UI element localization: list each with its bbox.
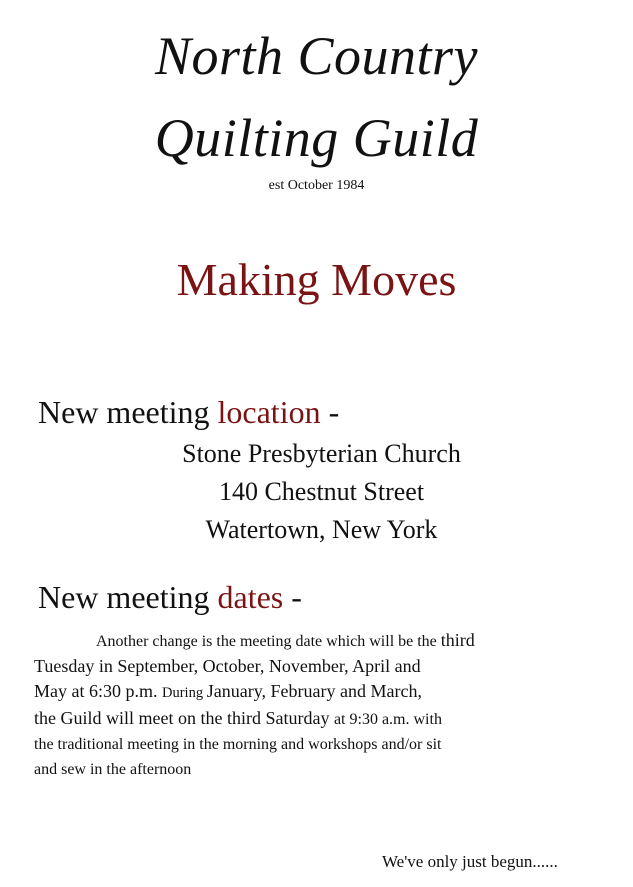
dates-heading-suffix: -: [283, 579, 302, 615]
guild-title-line-1: North Country: [154, 26, 479, 86]
address-line-street: 140 Chestnut Street: [218, 477, 425, 506]
paragraph-line-4a: the Guild will meet on the third Saturday: [34, 708, 334, 728]
headline: Making Moves: [176, 254, 457, 305]
established-date: est October 1984: [268, 178, 365, 193]
meeting-address: [0, 435, 633, 549]
paragraph-line-3: [34, 679, 614, 706]
closing-line: We've only just begun......: [382, 852, 558, 871]
location-heading: [38, 393, 339, 431]
paragraph-line-3b: During: [162, 685, 207, 701]
guild-title-line-2: Quilting Guild: [154, 108, 479, 168]
dates-paragraph: [34, 628, 614, 782]
paragraph-line-4: [34, 706, 614, 732]
paragraph-line-3c: January, February and March,: [206, 681, 422, 701]
paragraph-line-5: the traditional meeting in the morning and workshops and/or sit: [34, 736, 442, 753]
paragraph-line-1a: Another change is the meeting date which will be the: [96, 633, 441, 650]
paragraph-line-6: and sew in the afternoon: [34, 761, 192, 778]
dates-heading-accent: dates: [217, 579, 284, 615]
paragraph-line-4b: at 9:30 a.m. with: [333, 711, 442, 728]
dates-heading: [38, 578, 302, 616]
paragraph-line-2: Tuesday in September, October, November, April and: [34, 656, 421, 676]
paragraph-line-1b: third: [440, 630, 475, 650]
location-heading-suffix: -: [320, 394, 340, 430]
location-heading-prefix: New meeting: [38, 394, 218, 430]
paragraph-line-3a: May at 6:30 p.m.: [34, 681, 162, 701]
address-line-city: Watertown, New York: [205, 515, 438, 544]
paragraph-line-1: [34, 628, 614, 654]
location-heading-accent: location: [217, 394, 321, 430]
dates-heading-prefix: New meeting: [38, 579, 218, 615]
address-line-church: Stone Presbyterian Church: [182, 439, 461, 468]
